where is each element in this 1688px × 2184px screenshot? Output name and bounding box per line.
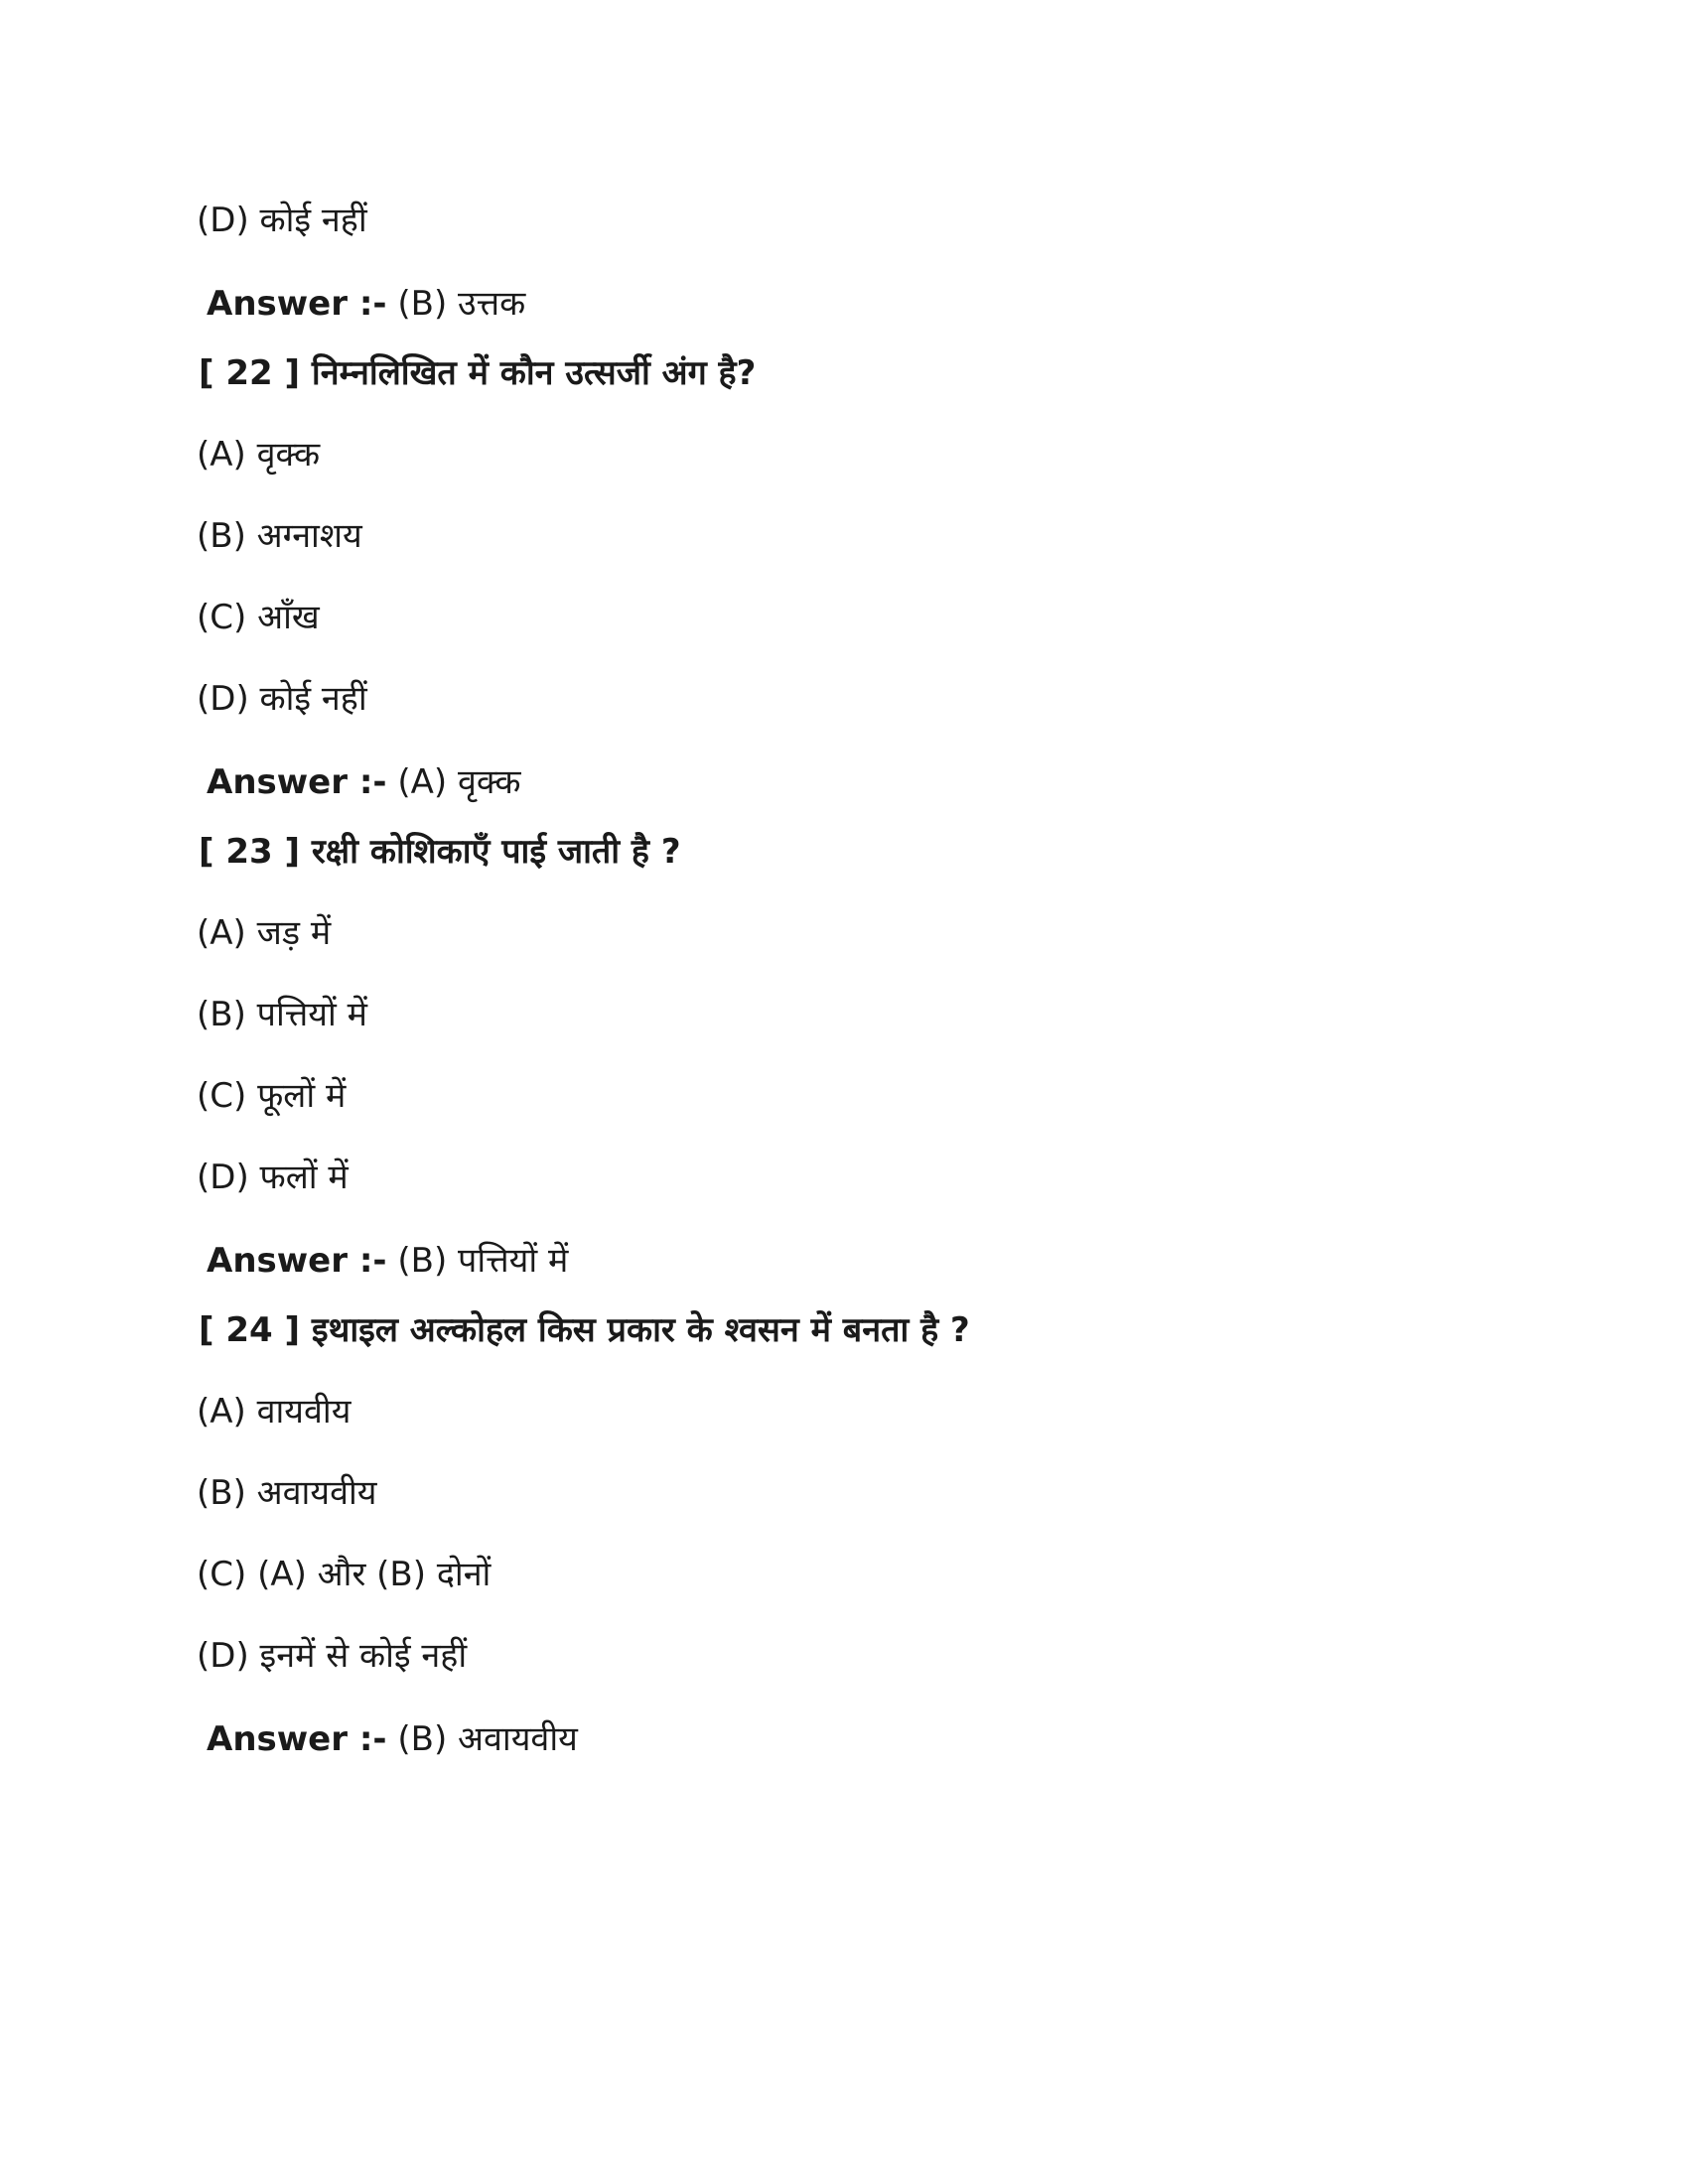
q24-option-a: (A) वायवीय (197, 1392, 352, 1432)
answer-value: (B) अवायवीय (397, 1719, 578, 1759)
question-24-title: [ 24 ] इथाइल अल्कोहल किस प्रकार के श्वसन में बनता है ? (199, 1310, 970, 1350)
q22-option-a: (A) वृक्क (197, 435, 321, 475)
q24-option-d: (D) इनमें से कोई नहीं (197, 1636, 468, 1676)
answer-label: Answer :- (207, 284, 387, 324)
q22-option-b: (B) अग्नाशय (197, 516, 362, 556)
q22-option-c: (C) आँख (197, 598, 320, 637)
question-22-title: [ 22 ] निम्नलिखित में कौन उत्सर्जी अंग है? (199, 353, 757, 393)
q22-answer (207, 758, 521, 806)
q24-option-b: (B) अवायवीय (197, 1473, 377, 1513)
q24-answer (207, 1715, 578, 1763)
answer-label: Answer :- (207, 1241, 387, 1281)
prev-option-d: (D) कोई नहीं (197, 201, 367, 240)
answer-label: Answer :- (207, 762, 387, 802)
q22-option-d: (D) कोई नहीं (197, 679, 367, 719)
prev-answer (207, 280, 525, 328)
question-23-title: [ 23 ] रक्षी कोशिकाएँ पाई जाती है ? (199, 832, 681, 872)
answer-value: (B) उत्तक (397, 284, 526, 324)
q24-option-c: (C) (A) और (B) दोनों (197, 1555, 492, 1594)
answer-value: (A) वृक्क (397, 762, 521, 802)
q23-option-c: (C) फूलों में (197, 1076, 347, 1116)
answer-label: Answer :- (207, 1719, 387, 1759)
q23-answer (207, 1237, 568, 1285)
q23-option-a: (A) जड़ में (197, 913, 332, 953)
q23-option-d: (D) फलों में (197, 1158, 349, 1197)
answer-value: (B) पत्तियों में (397, 1241, 569, 1281)
q23-option-b: (B) पत्तियों में (197, 995, 367, 1034)
